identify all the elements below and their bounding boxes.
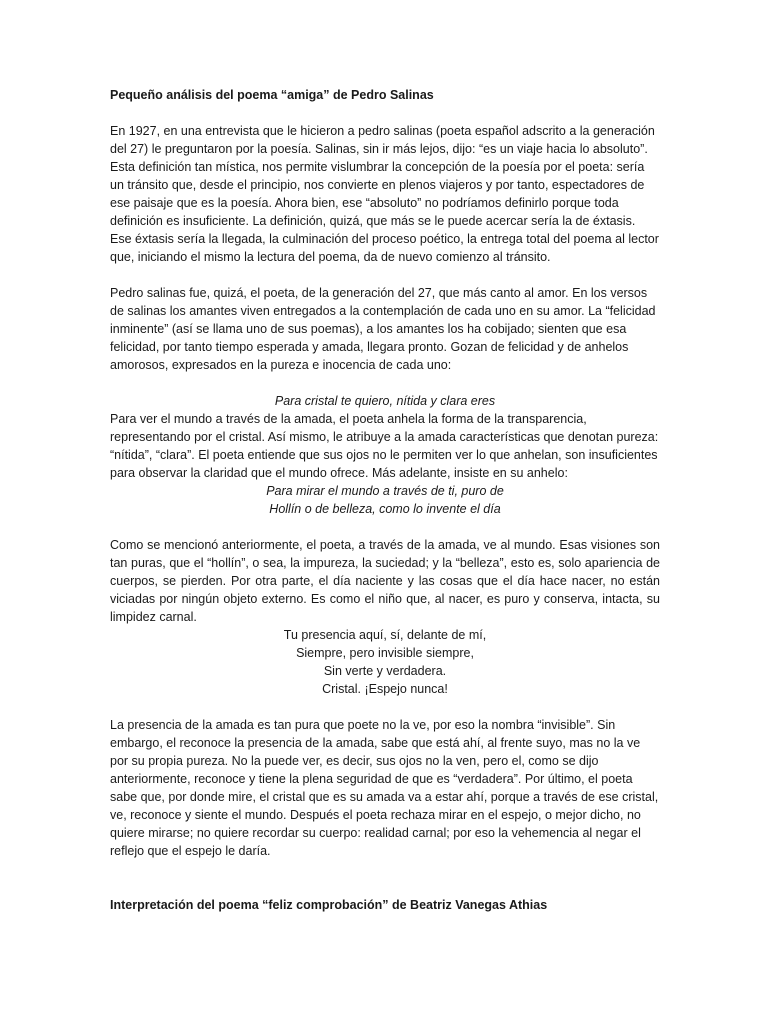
paragraph-vision: Como se mencionó anteriormente, el poeta, a través de la amada, ve al mundo. Esas visiones son tan puras, que el “hollín”, o sea, la impureza, la suciedad; y la “belleza”, esto es, solo apariencia de cuerpos, se pierden. Por otra parte, el día naciente y las cosas que el día hace nacer, no están viciadas por ningún objeto externo. Es como el niño que, al nacer, es puro y conserva, intacta, su limpidez carnal. <box>110 538 660 624</box>
poem-quote-2-line-2: Hollín o de belleza, como lo invente el día <box>269 502 501 516</box>
spacer <box>110 698 660 716</box>
section-title-2: Interpretación del poema “feliz comprobación” de Beatriz Vanegas Athias <box>110 898 548 912</box>
spacer <box>110 266 660 284</box>
poem-quote-2-line-1: Para mirar el mundo a través de ti, puro de <box>266 484 504 498</box>
spacer <box>110 374 660 392</box>
document-title: Pequeño análisis del poema “amiga” de Pedro Salinas <box>110 88 434 102</box>
spacer <box>110 104 660 122</box>
paragraph-love: Pedro salinas fue, quizá, el poeta, de la generación del 27, que más canto al amor. En los versos de salinas los amantes viven entregados a la contemplación de cada uno en su amor. La “felicidad inminente” (así se llama uno de sus poemas), a los amantes los ha cobijado; sienten que esa felicidad, por tanto tiempo esperada y amada, llegara pronto. Gozan de felicidad y de anhelos amorosos, expresados en la pureza e inocencia de cada uno: <box>110 286 656 372</box>
poem-quote-3-line-1: Tu presencia aquí, sí, delante de mí, <box>283 628 487 642</box>
spacer <box>110 518 660 536</box>
paragraph-crystal: Para ver el mundo a través de la amada, el poeta anhela la forma de la transparencia, representando por el cristal. Así mismo, le atribuye a la amada características que denotan pureza: “nítida”, “clara”. El poeta entiende que sus ojos no le permiten ver lo que anhelan, son insuficientes para observar la claridad que el mundo ofrece. Más adelante, insiste en su anhelo: <box>110 412 659 480</box>
poem-quote-3-line-2: Siempre, pero invisible siempre, <box>296 646 474 660</box>
document-page <box>110 86 660 914</box>
poem-quote-3-line-4: Cristal. ¡Espejo nunca! <box>322 682 448 696</box>
poem-quote-1: Para cristal te quiero, nítida y clara eres <box>274 394 496 408</box>
paragraph-intro: En 1927, en una entrevista que le hicieron a pedro salinas (poeta español adscrito a la generación del 27) le preguntaron por la poesía. Salinas, sin ir más lejos, dijo: “es un viaje hacia lo absoluto”. Esta definición tan mística, nos permite vislumbrar la concepción de la poesía por el poeta: sería un tránsito que, desde el principio, nos convierte en plenos viajeros y por tanto, espectadores de ese paisaje que es la poesía. Ahora bien, ese “absoluto” no podríamos definirlo porque toda definición es insuficiente. La definición, quizá, que más se le puede acercar sería la de éxtasis. Ese éxtasis sería la llegada, la culminación del proceso poético, la entrega total del poema al lector que, iniciando el mismo la lectura del poema, da de nuevo comienzo al tránsito. <box>110 124 659 264</box>
paragraph-presence: La presencia de la amada es tan pura que poete no la ve, por eso la nombra “invisible”. Sin embargo, el reconoce la presencia de la amada, sabe que está ahí, al frente suyo, mas no la ve por su propia pureza. No la puede ver, es decir, sus ojos no la ven, pero el, como se dijo anteriormente, reconoce y tiene la plena seguridad de que es “verdadera”. Por último, el poeta sabe que, por donde mire, el cristal que es su amada va a estar ahí, porque a través de ese cristal, ve, reconoce y siente el mundo. Después el poeta rechaza mirar en el espejo, o mejor dicho, no quiere mirarse; no quiere recordar su cuerpo: realidad carnal; por eso la vehemencia al negar el reflejo que el espejo le daría. <box>110 718 659 858</box>
spacer <box>110 860 660 896</box>
poem-quote-3-line-3: Sin verte y verdadera. <box>323 664 447 678</box>
